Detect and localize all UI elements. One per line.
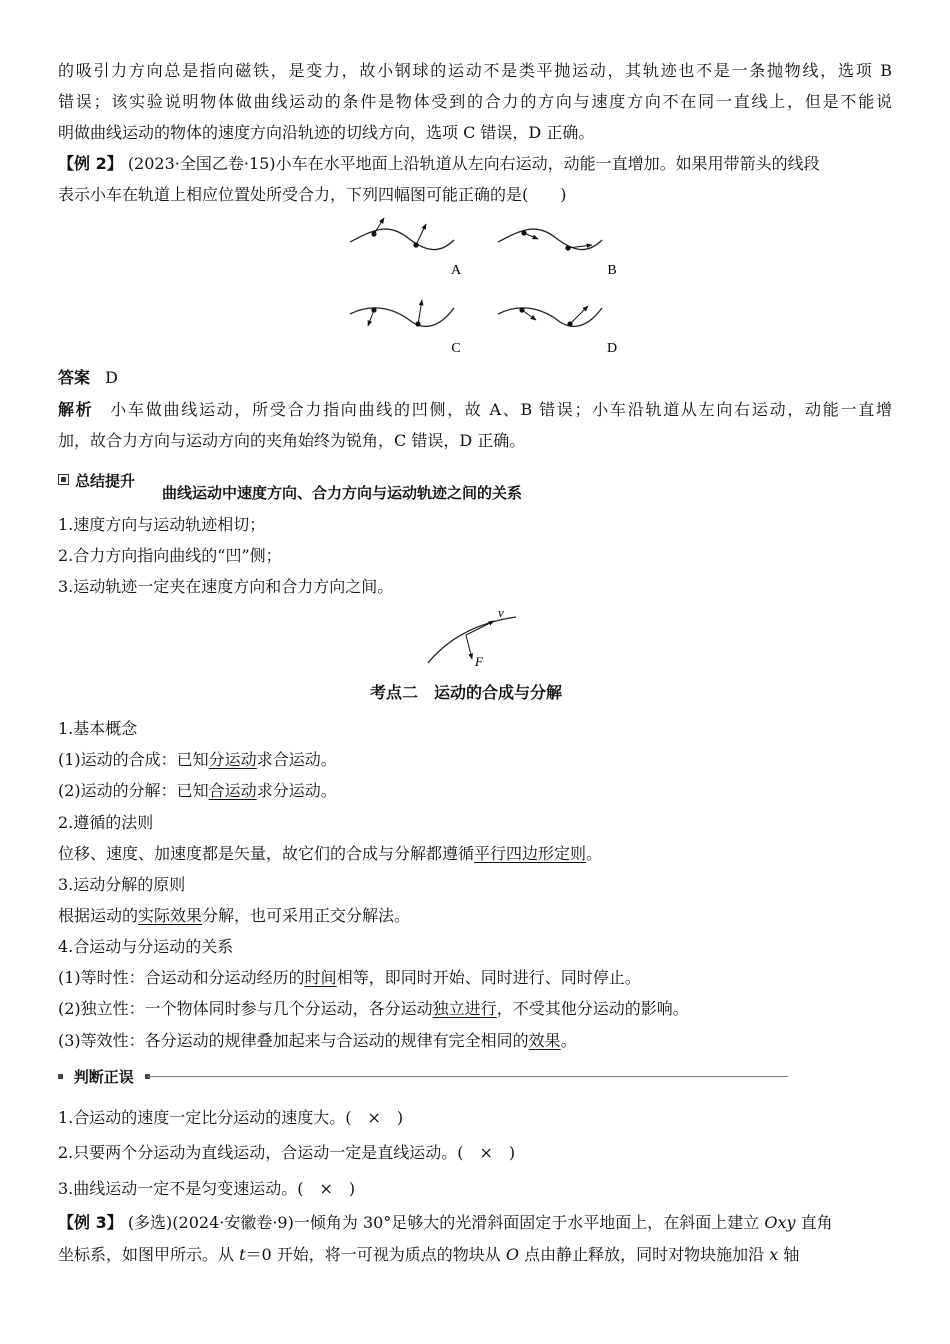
option-d-figure xyxy=(498,306,602,327)
answer-value: D xyxy=(105,368,118,387)
p3-blank: 平行四边形定则 xyxy=(474,844,587,863)
divider xyxy=(148,1076,788,1077)
example3-t: t xyxy=(239,1245,246,1264)
example3-line-2 xyxy=(58,1244,799,1266)
p5-post: 相等，即同时开始、同时进行、同时停止。 xyxy=(336,968,641,987)
judge-badge-label: 判断正误 xyxy=(73,1068,134,1086)
example3-x: x xyxy=(769,1245,779,1264)
square-icon xyxy=(58,474,69,485)
summary-badge xyxy=(58,470,135,492)
section-p3 xyxy=(58,843,602,865)
section-p1 xyxy=(58,749,337,771)
example3-text-f: 轴 xyxy=(778,1245,800,1264)
example-tag: 【例 2】 xyxy=(58,154,123,173)
answer-line xyxy=(58,367,118,389)
example3-text-d: ＝0 开始，将一可视为质点的物块从 xyxy=(245,1245,506,1264)
section-p4 xyxy=(58,905,410,927)
velocity-force-figure xyxy=(426,605,526,670)
p6-blank: 独立进行 xyxy=(432,999,497,1018)
section-h1: 1.基本概念 xyxy=(58,719,138,738)
intro-line-1: 的吸引力方向总是指向磁铁，是变力，故小钢球的运动不是类平抛运动，其轨迹也不是一条抛物线，选项 B xyxy=(58,61,892,80)
p1-blank: 分运动 xyxy=(208,750,257,769)
summary-badge-label: 总结提升 xyxy=(75,472,136,490)
summary-item-2: 2.合力方向指向曲线的“凹”侧； xyxy=(58,546,282,565)
section-h2: 2.遵循的法则 xyxy=(58,813,154,832)
p4-pre: 根据运动的 xyxy=(58,906,139,925)
p4-blank: 实际效果 xyxy=(138,906,203,925)
option-figures xyxy=(348,212,618,362)
analysis-line-2: 加，故合力方向与运动方向的夹角始终为锐角，C 错误，D 正确。 xyxy=(58,431,526,450)
example2-stem-line-2: 表示小车在轨道上相应位置处所受合力，下列四幅图可能正确的是( ) xyxy=(58,185,567,204)
p7-pre: (3)等效性：各分运动的规律叠加起来与合运动的规律有完全相同的 xyxy=(58,1031,529,1050)
section-p6 xyxy=(58,998,689,1020)
example3-text-e: 点由静止释放，同时对物块施加沿 xyxy=(519,1245,770,1264)
p6-pre: (2)独立性：一个物体同时参与几个分运动，各分运动 xyxy=(58,999,433,1018)
p1-post: 求合运动。 xyxy=(256,750,337,769)
example3-text-a: (多选)(2024·安徽卷·9)一倾角为 30°足够大的光滑斜面固定于水平地面上，在斜面上建立 xyxy=(127,1213,765,1232)
option-b-label: B xyxy=(607,263,617,278)
summary-title: 曲线运动中速度方向、合力方向与运动轨迹之间的关系 xyxy=(162,484,523,502)
p5-blank: 时间 xyxy=(304,968,337,987)
option-c-figure xyxy=(350,300,454,327)
section-h3: 3.运动分解的原则 xyxy=(58,875,186,894)
option-c-label: C xyxy=(451,341,461,356)
p4-post: 分解，也可采用正交分解法。 xyxy=(202,906,411,925)
p5-pre: (1)等时性：合运动和分运动经历的 xyxy=(58,968,305,987)
example3-o: O xyxy=(505,1245,520,1264)
analysis-label: 解析 xyxy=(58,400,94,419)
p3-pre: 位移、速度、加速度都是矢量，故它们的合成与分解都遵循 xyxy=(58,844,475,863)
p2-blank: 合运动 xyxy=(208,781,257,800)
section-title: 考点二 运动的合成与分解 xyxy=(370,683,563,702)
judge-badge xyxy=(58,1066,150,1088)
example3-text-b: 直角 xyxy=(795,1213,833,1232)
example3-line-1 xyxy=(58,1212,833,1234)
section-p2 xyxy=(58,780,337,802)
judge-item-1: 1.合运动的速度一定比分运动的速度大。( × ) xyxy=(58,1108,404,1127)
p7-blank: 效果 xyxy=(528,1031,561,1050)
p2-post: 求分运动。 xyxy=(256,781,337,800)
p6-post: ，不受其他分运动的影响。 xyxy=(496,999,689,1018)
example3-text-c: 坐标系，如图甲所示。从 xyxy=(58,1245,240,1264)
intro-line-3: 明做曲线运动的物体的速度方向沿轨迹的切线方向，选项 C 错误，D 正确。 xyxy=(58,123,595,142)
velocity-label: v xyxy=(498,605,504,620)
option-a-label: A xyxy=(450,263,462,278)
answer-label: 答案 xyxy=(58,368,91,387)
intro-line-2: 错误；该实验说明物体做曲线运动的条件是物体受到的合力的方向与速度方向不在同一直线上，但是不能说 xyxy=(58,92,892,111)
example-stem: 小车在水平地面上沿轨道从左向右运动，动能一直增加。如果用带箭头的线段 xyxy=(275,154,820,173)
bullet-icon xyxy=(58,1074,63,1079)
p2-pre: (2)运动的分解：已知 xyxy=(58,781,209,800)
option-d-label: D xyxy=(606,341,618,356)
judge-item-3: 3.曲线运动一定不是匀变速运动。( × ) xyxy=(58,1179,356,1198)
option-b-figure xyxy=(498,229,602,251)
p7-post: 。 xyxy=(560,1031,577,1050)
option-figures-svg xyxy=(348,212,618,362)
p1-pre: (1)运动的合成：已知 xyxy=(58,750,209,769)
example3-tag: 【例 3】 xyxy=(58,1213,123,1232)
p3-post: 。 xyxy=(586,844,603,863)
analysis-text-1: 小车做曲线运动，所受合力指向曲线的凹侧，故 A、B 错误；小车沿轨道从左向右运动，动能一直增 xyxy=(110,400,892,419)
summary-item-1: 1.速度方向与运动轨迹相切； xyxy=(58,515,266,534)
summary-item-3: 3.运动轨迹一定夹在速度方向和合力方向之间。 xyxy=(58,577,394,596)
force-label: F xyxy=(475,654,483,669)
analysis-line-1 xyxy=(58,399,892,421)
example3-oxy: Oxy xyxy=(764,1213,796,1232)
section-p7 xyxy=(58,1030,577,1052)
example2-stem-line-1 xyxy=(58,153,820,175)
option-a-figure xyxy=(350,218,454,250)
section-h4: 4.合运动与分运动的关系 xyxy=(58,937,234,956)
section-p5 xyxy=(58,967,641,989)
judge-item-2: 2.只要两个分运动为直线运动，合运动一定是直线运动。( × ) xyxy=(58,1143,516,1162)
example-source: (2023·全国乙卷·15) xyxy=(127,154,276,173)
